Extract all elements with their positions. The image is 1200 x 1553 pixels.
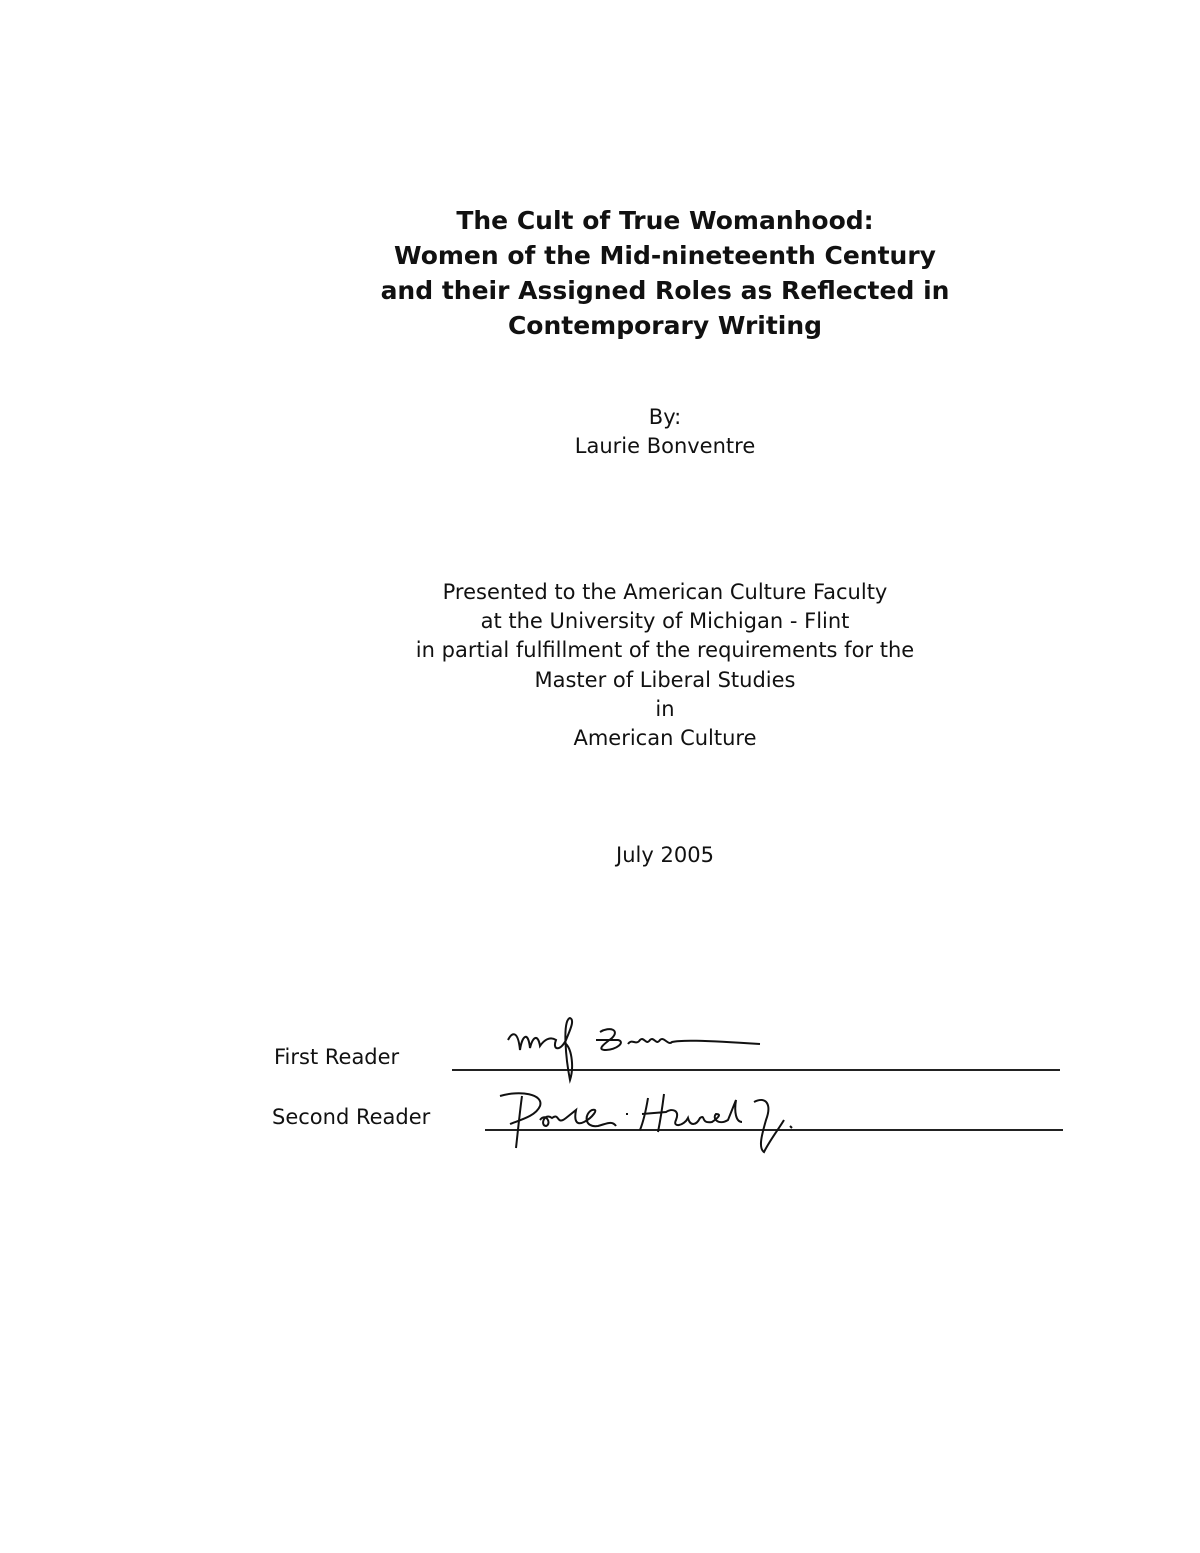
second-reader-label: Second Reader <box>272 1105 431 1129</box>
presentation-line: Master of Liberal Studies <box>534 667 796 692</box>
title-line: Women of the Mid-nineteenth Century <box>394 241 936 270</box>
title-line: and their Assigned Roles as Reflected in <box>380 276 950 305</box>
presentation-line: in <box>655 696 675 721</box>
presentation-line: Presented to the American Culture Faculty <box>442 580 888 604</box>
author-name: Laurie Bonventre <box>574 434 756 459</box>
by-label: By: <box>648 405 682 429</box>
title-line: Contemporary Writing <box>507 311 823 340</box>
first-reader-label: First Reader <box>274 1045 400 1069</box>
presentation-line: in partial fulfillment of the requirements for the <box>415 638 915 663</box>
presentation-line: at the University of Michigan - Flint <box>480 609 850 634</box>
presentation-line: American Culture <box>573 726 757 751</box>
title-line: The Cult of True Womanhood: <box>456 206 874 235</box>
date: July 2005 <box>616 843 714 867</box>
